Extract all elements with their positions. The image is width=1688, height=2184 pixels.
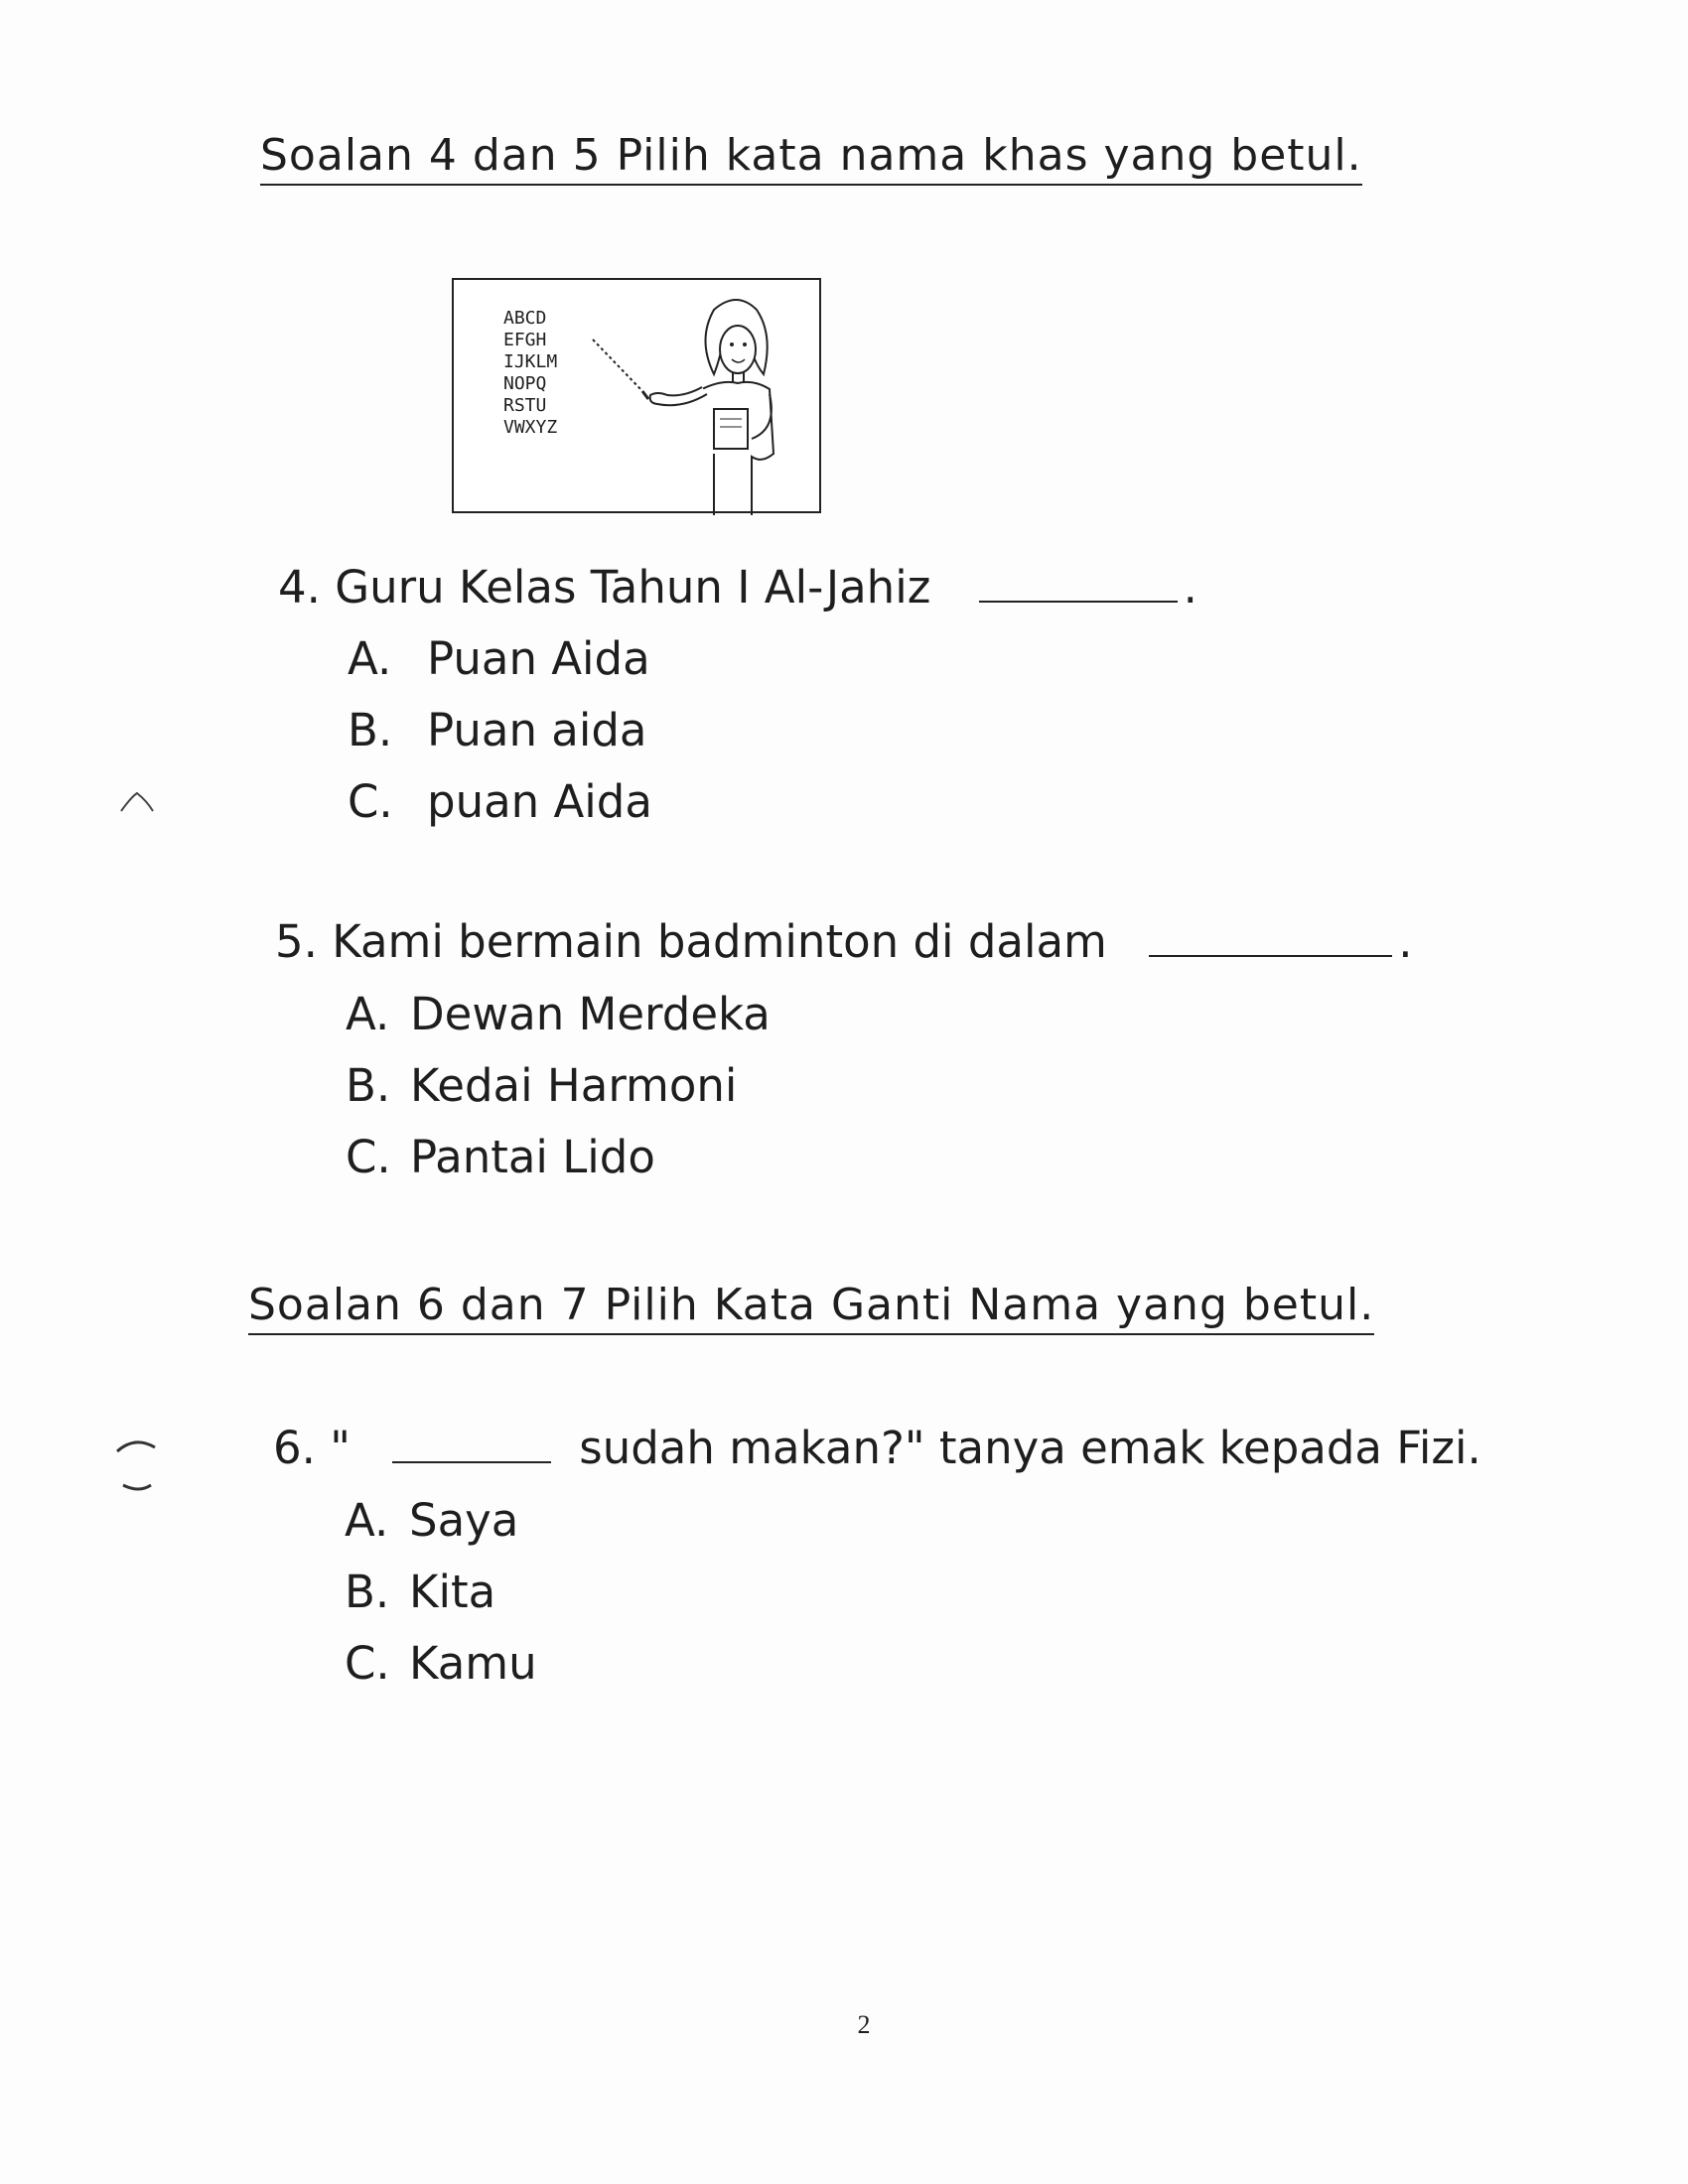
teacher-illustration: [452, 278, 821, 513]
scan-mark-left-1: [117, 789, 157, 819]
answer-blank[interactable]: [392, 1426, 551, 1463]
option-text: Dewan Merdeka: [410, 988, 771, 1040]
question-end: sudah makan?" tanya emak kepada Fizi.: [579, 1422, 1481, 1474]
question-number: 4.: [278, 561, 321, 614]
instruction-section-1: Soalan 4 dan 5 Pilih kata nama khas yang betul.: [260, 131, 1362, 186]
answer-blank[interactable]: [979, 565, 1178, 603]
board-line: IJKLM: [503, 351, 558, 372]
teacher-figure: [454, 280, 823, 515]
option-letter: B.: [346, 1059, 391, 1112]
instruction-section-2: Soalan 6 dan 7 Pilih Kata Ganti Nama yang betul.: [248, 1281, 1374, 1335]
question-text: ": [330, 1422, 351, 1474]
question-end: .: [1183, 561, 1197, 614]
option-text: Pantai Lido: [410, 1131, 655, 1183]
board-line: NOPQ: [503, 373, 547, 394]
option-text: puan Aida: [427, 775, 652, 828]
option-4c[interactable]: [348, 775, 652, 829]
option-4a[interactable]: [348, 632, 650, 686]
option-text: Kedai Harmoni: [410, 1059, 738, 1112]
question-number: 6.: [273, 1422, 316, 1474]
option-letter: A.: [346, 988, 390, 1040]
option-5b[interactable]: [346, 1059, 737, 1113]
option-text: Puan aida: [427, 704, 647, 756]
option-text: Kamu: [409, 1637, 537, 1690]
option-text: Saya: [409, 1494, 519, 1547]
board-line: EFGH: [503, 330, 547, 350]
answer-blank[interactable]: [1149, 919, 1392, 957]
option-letter: B.: [348, 704, 393, 756]
question-6: [273, 1422, 1481, 1475]
question-text: Kami bermain badminton di dalam: [332, 915, 1107, 968]
option-letter: A.: [348, 632, 392, 685]
option-6b[interactable]: [345, 1566, 495, 1619]
option-5a[interactable]: [346, 988, 771, 1041]
page-number: 2: [857, 2010, 871, 2039]
option-5c[interactable]: [346, 1131, 655, 1184]
board-line: RSTU: [503, 395, 547, 416]
question-number: 5.: [275, 915, 318, 968]
option-text: Kita: [409, 1566, 496, 1618]
option-letter: C.: [348, 775, 393, 828]
question-5: [275, 915, 1413, 969]
option-4b[interactable]: [348, 704, 646, 757]
option-letter: A.: [345, 1494, 389, 1547]
board-line: ABCD: [503, 308, 547, 329]
scan-mark-left-2: [111, 1430, 161, 1499]
question-end: .: [1398, 915, 1413, 968]
option-6c[interactable]: [345, 1637, 537, 1691]
option-6a[interactable]: [345, 1494, 518, 1548]
option-letter: C.: [345, 1637, 390, 1690]
board-line: VWXYZ: [503, 417, 558, 438]
question-4: [278, 561, 1197, 614]
option-letter: C.: [346, 1131, 391, 1183]
option-text: Puan Aida: [427, 632, 650, 685]
question-text: Guru Kelas Tahun I Al-Jahiz: [335, 561, 931, 614]
option-letter: B.: [345, 1566, 390, 1618]
